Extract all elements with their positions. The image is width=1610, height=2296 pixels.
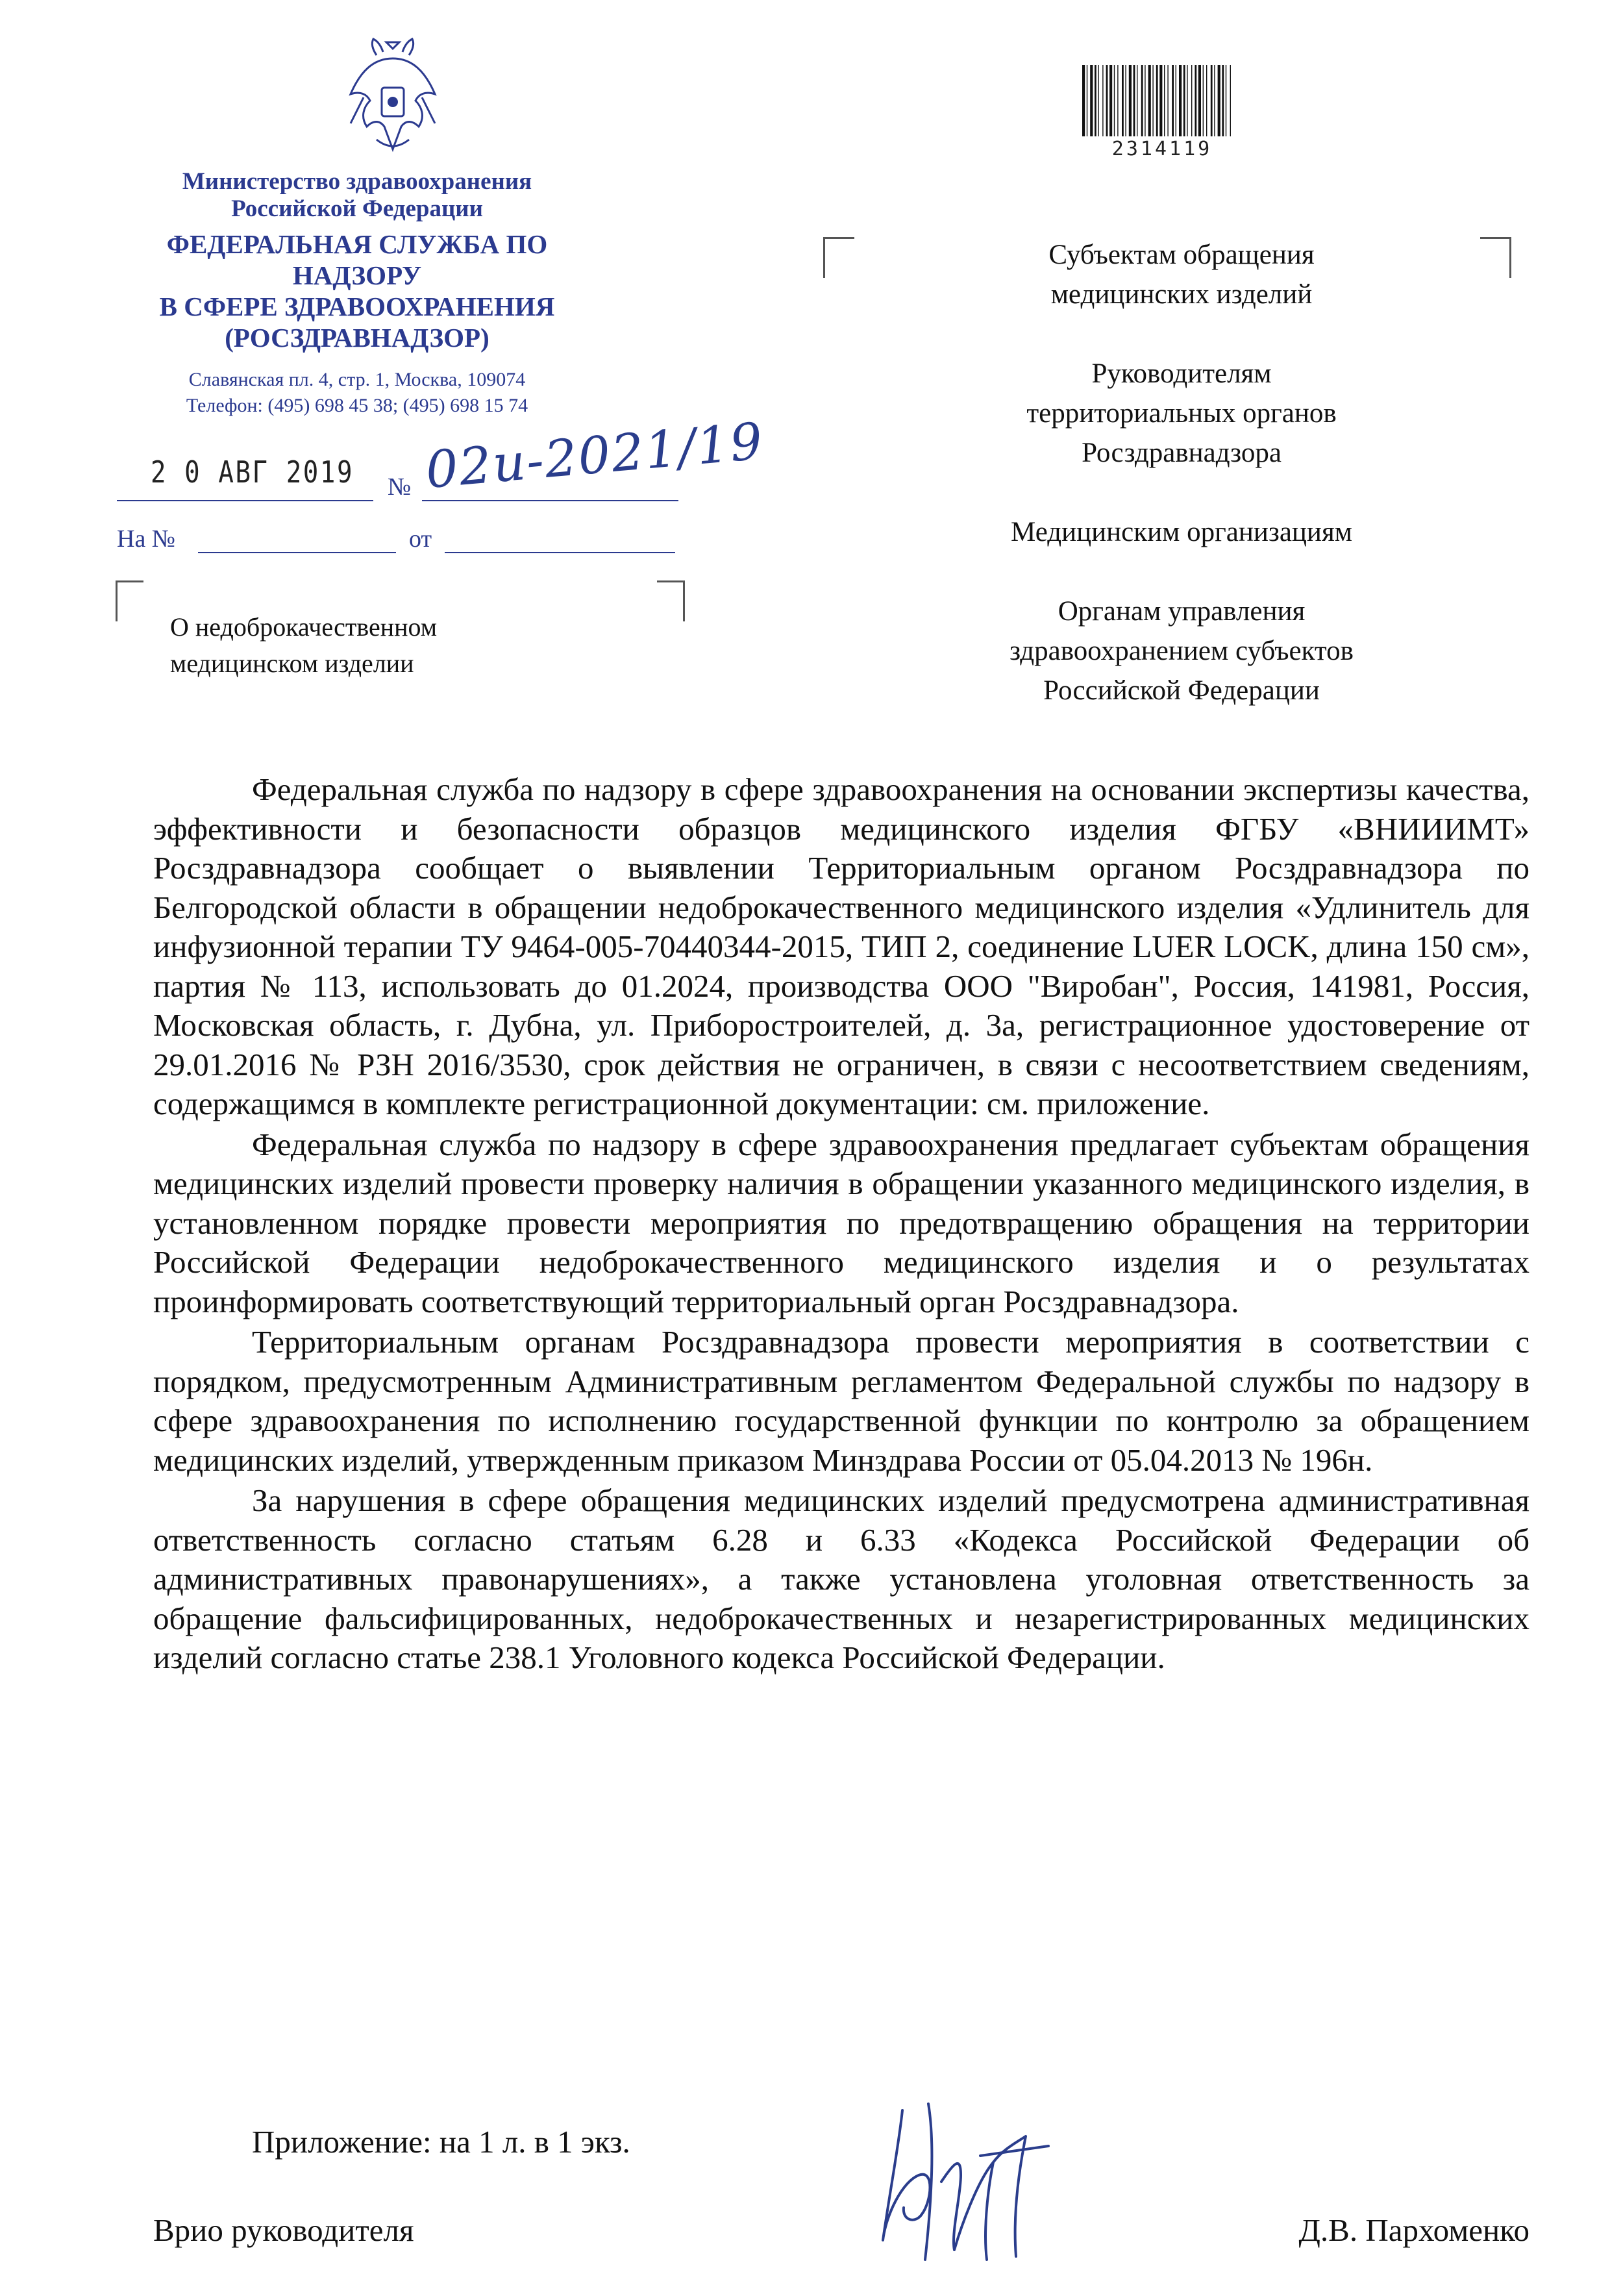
subject-line-1: О недоброкачественном: [170, 612, 438, 642]
body-paragraph-3: Территориальным органам Росздравнадзора провести мероприятия в соответствии с порядком, предусмотренным Административным регламентом Федеральной службы по надзору в сфере здравоохранения по исполнению государственной функции по контролю за обращением медицинских изделий, утвержденным приказом Минздрава России от 05.04.2013 № 196н.: [153, 1324, 1530, 1478]
number-label: №: [388, 473, 412, 501]
signature-icon: [863, 2084, 1071, 2273]
recipient-line: Российской Федерации: [1043, 675, 1320, 706]
subject-line-2: медицинском изделии: [170, 649, 414, 678]
ref-from-label: от: [409, 525, 432, 553]
ref-from-line: [445, 552, 675, 553]
recipient-line: Росздравнадзора: [1082, 438, 1282, 468]
signer-position: Врио руководителя: [153, 2212, 414, 2248]
agency-name: [104, 229, 610, 353]
recipient-line: территориальных органов: [1026, 398, 1337, 429]
ref-number-line: [198, 552, 396, 553]
recipient-group: [922, 592, 1441, 710]
recipient-group: [922, 512, 1441, 552]
ref-number-label: На №: [117, 525, 176, 553]
handwritten-number: 02и-2021/19: [423, 412, 766, 500]
body-paragraph-4: За нарушения в сфере обращения медицинских изделий предусмотрена административная ответственность согласно статьям 6.28 и 6.33 «Кодекса Российской Федерации об административных правонарушениях», а также установлена уголовная ответственность за обращение фальсифицированных, недоброкачественных и незарегистрированных медицинских изделий согласно статье 238.1 Уголовного кодекса Российской Федерации.: [153, 1482, 1530, 1675]
date-stamp: 2 0 АВГ 2019: [151, 455, 354, 490]
agency-contacts: [104, 367, 610, 419]
signer-name: Д.В. Пархоменко: [1298, 2212, 1530, 2248]
agency-phone: Телефон: (495) 698 45 38; (495) 698 15 74: [186, 395, 528, 416]
subject-bracket-right: [657, 580, 685, 621]
agency-address: Славянская пл. 4, стр. 1, Москва, 109074: [188, 369, 526, 390]
number-underline: [422, 500, 678, 501]
letter-body: [153, 770, 1530, 1678]
barcode-number: 2314119: [1111, 138, 1213, 160]
recipient-line: Руководителям: [1091, 358, 1272, 389]
barcode: [1081, 65, 1243, 136]
agency-line-2: В СФЕРЕ ЗДРАВООХРАНЕНИЯ: [159, 292, 555, 321]
recipient-line: медицинских изделий: [1050, 279, 1313, 310]
agency-line-3: (РОСЗДРАВНАДЗОР): [225, 323, 489, 353]
ministry-line-1: Министерство здравоохранения: [182, 168, 532, 195]
recipient-bracket-left: [823, 237, 854, 278]
subject: [170, 609, 573, 682]
recipient-line: Субъектам обращения: [1048, 240, 1315, 270]
body-paragraph-1: Федеральная служба по надзору в сфере здравоохранения на основании экспертизы качества, эффективности и безопасности образцов медицинского изделия ФГБУ «ВНИИИМТ» Росздравнадзора сообщает о выявлении Территориальным органом Росздравнадзора по Белгородской области в обращении недоброкачественного медицинского изделия «Удлинитель для инфузионной терапии ТУ 9464-005-70440344-2015, ТИП 2, соединение LUER LOCK, длина 150 см», партия № 113, использовать до 01.2024, производства ООО "Виробан", Россия, 141981, Россия, Московская область, г. Дубна, ул. Приборостроителей, д. 3а, регистрационное удостоверение от 29.01.2016 № РЗН 2016/3530, срок действия не ограничен, в связи с несоответствием сведениям, содержащимся в комплекте регистрационной документации: см. приложение.: [153, 771, 1530, 1121]
recipient-group: [922, 235, 1441, 314]
coat-of-arms-icon: [338, 36, 448, 159]
appendix-note: Приложение: на 1 л. в 1 экз.: [252, 2124, 630, 2160]
recipients-block: [922, 235, 1441, 710]
date-underline: [117, 500, 373, 501]
recipient-line: здравоохранением субъектов: [1009, 636, 1354, 666]
recipient-group: [922, 354, 1441, 473]
recipient-line: Медицинским организациям: [1011, 517, 1352, 547]
subject-bracket-left: [116, 580, 143, 621]
agency-line-1: ФЕДЕРАЛЬНАЯ СЛУЖБА ПО НАДЗОРУ: [166, 229, 548, 290]
ministry-line-2: Российской Федерации: [231, 195, 483, 222]
recipient-line: Органам управления: [1058, 596, 1306, 627]
body-paragraph-2: Федеральная служба по надзору в сфере здравоохранения предлагает субъектам обращения медицинских изделий провести проверку наличия в обращении указанного медицинского изделия, в установленном порядке провести мероприятия по предотвращению обращения на территории Российской Федерации недоброкачественного медицинского изделия и о результатах проинформировать соответствующий территориальный орган Росздравнадзора.: [153, 1126, 1530, 1319]
recipient-bracket-right: [1480, 237, 1511, 278]
